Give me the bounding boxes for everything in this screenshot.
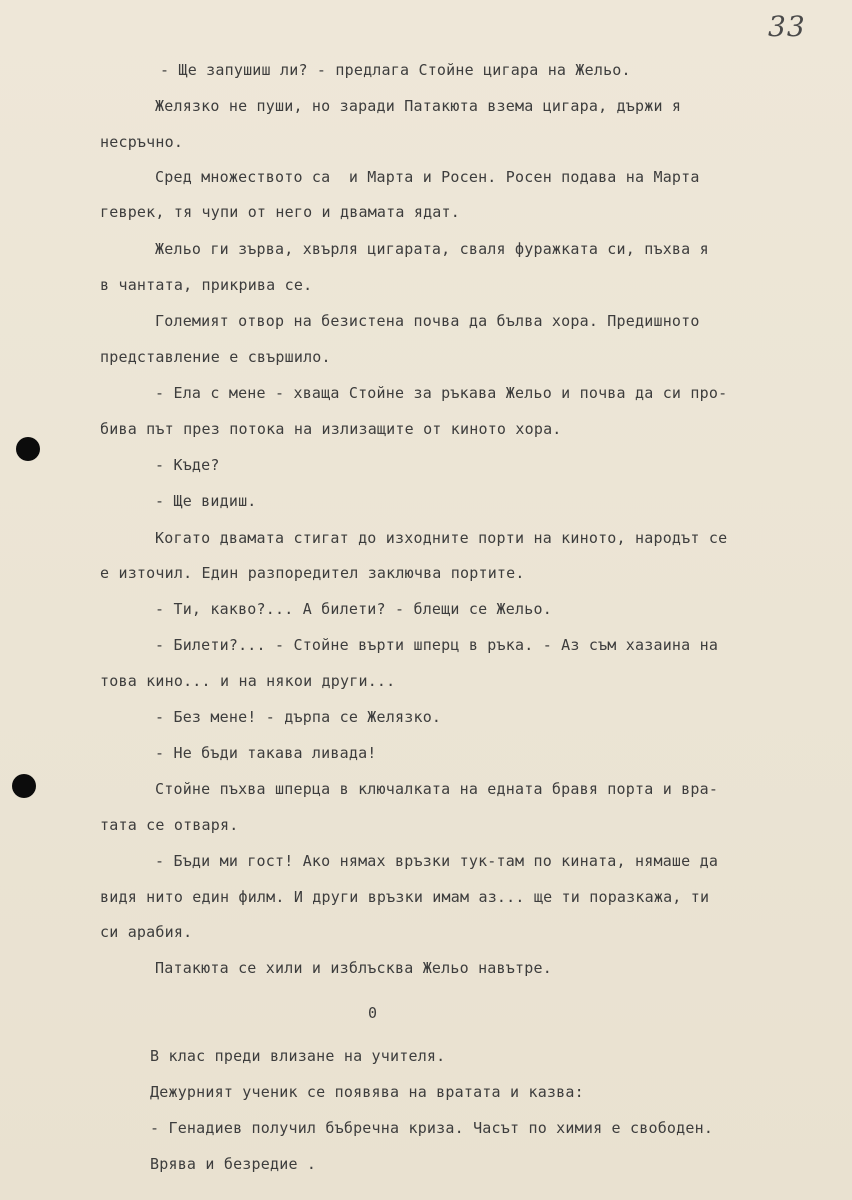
- text-line: Врява и безредие .: [150, 1155, 317, 1173]
- text-line: Жельо ги зърва, хвърля цигарата, сваля фуражката си, пъхва я: [155, 240, 709, 258]
- text-line: - Ела с мене - хваща Стойне за ръкава Жельо и почва да си про-: [155, 384, 728, 402]
- punch-hole: [12, 774, 36, 798]
- text-line: - Къде?: [155, 456, 220, 474]
- text-line: Когато двамата стигат до изходните порти на киното, народът се: [155, 529, 728, 547]
- text-line: Сред множеството са и Марта и Росен. Росен подава на Марта: [155, 168, 700, 186]
- text-line: несръчно.: [100, 133, 184, 151]
- text-line: бива път през потока на излизащите от киното хора.: [100, 420, 562, 438]
- text-line: Патакюта се хили и изблъсква Жельо навътре.: [155, 959, 552, 977]
- text-line: си арабия.: [100, 923, 193, 941]
- text-line: Стойне пъхва шперца в ключалката на едната бравя порта и вра-: [155, 780, 719, 798]
- text-line: Желязко не пуши, но заради Патакюта взема цигара, държи я: [155, 97, 682, 115]
- text-line: 0: [368, 1004, 378, 1022]
- text-line: Големият отвор на безистена почва да бълва хора. Предишното: [155, 312, 700, 330]
- text-line: това кино... и на някои други...: [100, 672, 396, 690]
- text-line: В клас преди влизане на учителя.: [150, 1047, 446, 1065]
- text-line: - Бъди ми гост! Ако нямах връзки тук-там по кината, нямаше да: [155, 852, 719, 870]
- text-line: - Генадиев получил бъбречна криза. Часът по химия е свободен.: [150, 1119, 714, 1137]
- text-line: - Без мене! - дърпа се Желязко.: [155, 708, 442, 726]
- text-line: - Ти, какво?... А билети? - блещи се Жельо.: [155, 600, 552, 618]
- text-line: - Ще видиш.: [155, 492, 257, 510]
- text-line: видя нито един филм. И други връзки имам аз... ще ти поразкажа, ти: [100, 888, 710, 906]
- text-line: геврек, тя чупи от него и двамата ядат.: [100, 203, 460, 221]
- text-line: представление е свършило.: [100, 348, 331, 366]
- text-line: в чантата, прикрива се.: [100, 276, 313, 294]
- text-line: е източил. Един разпоредител заключва портите.: [100, 564, 525, 582]
- page-number: 33: [768, 10, 806, 43]
- punch-hole: [16, 437, 40, 461]
- text-line: - Не бъди такава ливада!: [155, 744, 377, 762]
- text-line: тата се отваря.: [100, 816, 239, 834]
- text-line: - Ще запушиш ли? - предлага Стойне цигара на Жельо.: [160, 61, 631, 79]
- text-line: - Билети?... - Стойне върти шперц в ръка. - Аз съм хазаина на: [155, 636, 719, 654]
- text-line: Дежурният ученик се появява на вратата и казва:: [150, 1083, 584, 1101]
